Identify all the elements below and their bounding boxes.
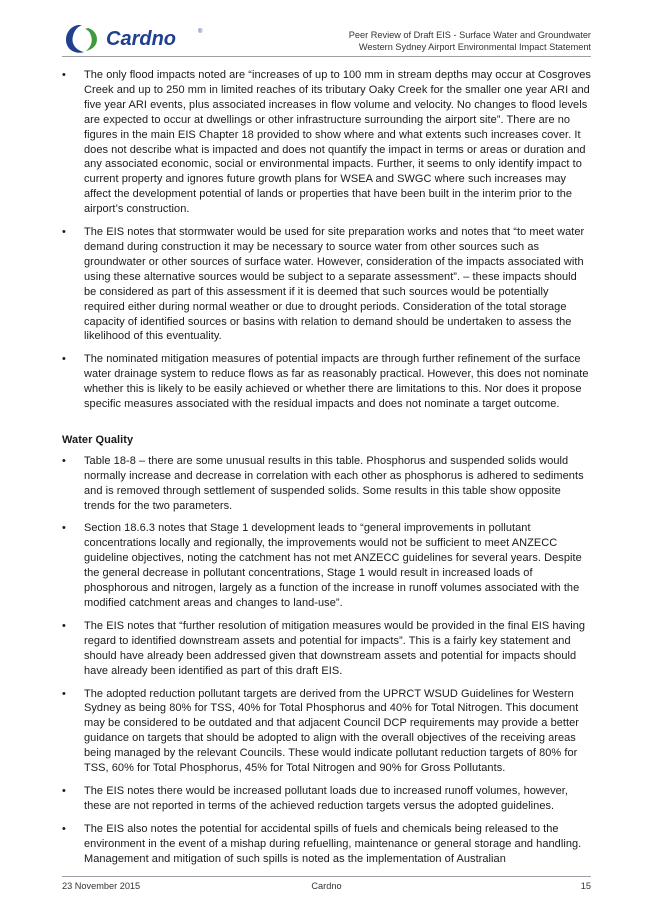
page-footer xyxy=(62,881,591,893)
page-number: 15 xyxy=(580,881,591,891)
water-quality-bullets xyxy=(62,454,591,867)
list-item: • The EIS also notes the potential for accidental spills of fuels and chemicals being released to the environment in the event of a mishap during refuelling, maintenance or general storage and handling. Management and mitigation of such spills is noted as the implementation of Australian xyxy=(62,822,591,867)
logo-swoosh-left-icon xyxy=(66,25,84,53)
list-item: • Table 18-8 – there are some unusual results in this table. Phosphorus and suspended solids would normally increase and decrease in correlation with each other as phosphorus is adhered to sediments and is removed through settlement of suspended solids. Some results in this table show opposite trends for the two parameters. xyxy=(62,454,591,514)
list-item: • The only flood impacts noted are “increases of up to 100 mm in stream depths may occur at Cosgroves Creek and up to 250 mm in limited reaches of its tributary Oaky Creek for the smaller one year ARI and five year ARI events, plus associated increases in flow volume and velocity. No changes to flood levels are expected to occur at dwellings or other infrastructure surrounding the airport site”. There are no figures in the main EIS Chapter 18 provided to show where and what extents such increases cover. It does not describe what is impacted and does not quantify the impact in terms or areas or duration and any associated economic, social or environmental impacts. Further, it seems to only identify impact to current property and ignores future growth plans for WSEA and SWGC where such increases may affect the development potential of lands or properties that have been built in the interim prior to the airport’s construction. xyxy=(62,68,591,217)
footer-company: Cardno xyxy=(311,881,342,891)
header-title-line1: Peer Review of Draft EIS - Surface Water and Groundwater xyxy=(348,30,591,40)
list-item: • Section 18.6.3 notes that Stage 1 development leads to “general improvements in pollutant concentrations locally and regionally, the improvements would not be sufficient to meet ANZECC guideline objectives, noting the catchment has not met ANZECC guidelines for several years. Despite the general decrease in pollutant concentrations, Stage 1 would result in increased loads of phosphorous and nitrogen, largely as a function of the increase in runoff volumes associated with the modified catchment areas and changes to land-use”. xyxy=(62,521,591,610)
list-item: • The EIS notes that “further resolution of mitigation measures would be provided in the final EIS having regard to identified downstream assets and potential for impacts”. This is a fairly key statement and should have already been addressed given that downstream assets and potential for impacts should have already been identified as part of this draft EIS. xyxy=(62,619,591,679)
list-item: • The EIS notes there would be increased pollutant loads due to increased runoff volumes, however, these are not reported in terms of the achieved reduction targets versus the adopted guidelines. xyxy=(62,784,591,814)
logo-wordmark: Cardno xyxy=(106,28,176,50)
section-heading-water-quality: Water Quality xyxy=(62,433,134,446)
header-divider xyxy=(62,56,591,57)
list-item: • The adopted reduction pollutant targets are derived from the UPRCT WSUD Guidelines for Western Sydney as being 80% for TSS, 40% for Total Phosphorus and 40% for Total Nitrogen. This document may be considered to be outdated and that adjacent Council DCP requirements may provide a better guidance on targets that should be adopted to align with the overall objectives of the receiving areas being managed by the relevant Councils. These would indicate pollutant reduction targets of 80% for TSS, 60% for Total Phosphorus, 45% for Total Nitrogen and 90% for Gross Pollutants. xyxy=(62,687,591,776)
header-title-line2: Western Sydney Airport Environmental Impact Statement xyxy=(358,41,591,52)
page-body xyxy=(62,63,591,867)
list-item: • The EIS notes that stormwater would be used for site preparation works and notes that “to meet water demand during construction it may be necessary to source water from other sources such as groundwater or other sources of surface water. However, consideration of the impacts associated with using these alternative sources would be subject to a separate assessment”. – these impacts should be considered as part of this assessment if it is deemed that such sources would be potentially required either during normal weather or due to drought periods. Consideration of the total storage capacity of identified sources or basins with relation to demand should be undertaken to assess the likelihood of this eventuality. xyxy=(62,225,591,344)
flood-impact-bullets xyxy=(62,68,591,412)
registered-mark-icon: ® xyxy=(198,29,203,35)
footer-date: 23 November 2015 xyxy=(62,881,141,891)
logo-swoosh-right-icon xyxy=(85,28,97,51)
document-header xyxy=(349,30,591,53)
cardno-logo xyxy=(62,21,212,55)
footer-divider xyxy=(62,876,591,877)
list-item: • The nominated mitigation measures of potential impacts are through further refinement of the surface water drainage system to reduce flows as far as reasonably practical. However, this does not nominate whether this is likely to be easily achieved or whether there are limitations to this. Nor does it propose specific measures associated with the residual impacts and does not nominate a target outcome. xyxy=(62,352,591,412)
